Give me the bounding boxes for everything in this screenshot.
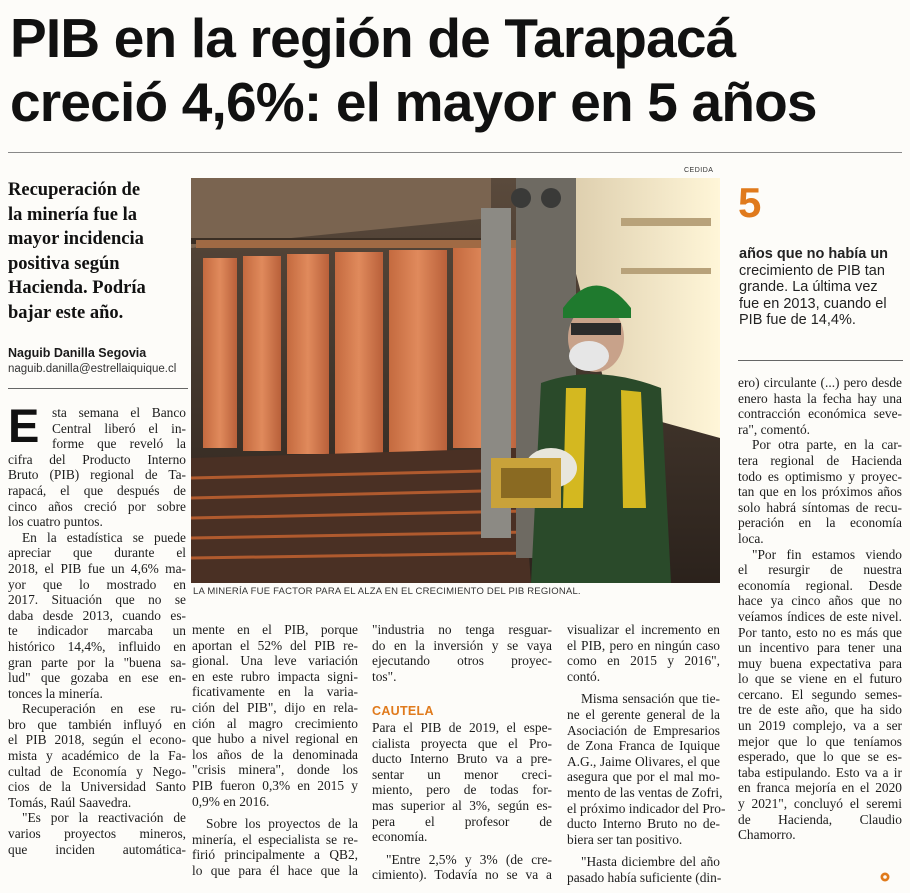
text-line: tan que en los próximos años xyxy=(738,484,902,500)
byline xyxy=(8,345,190,377)
text-line: tonces la minería. xyxy=(8,685,103,701)
body-column-5 xyxy=(738,375,902,843)
text-line: el PIB, pero en ningún caso xyxy=(567,637,720,653)
body-column-4 xyxy=(567,622,726,886)
photo-credit: CEDIDA xyxy=(684,167,714,174)
stat-description xyxy=(739,246,909,329)
stat-line: PIB fue de 14,4%. xyxy=(739,312,856,328)
text-line: contó. xyxy=(567,668,601,684)
headline xyxy=(10,6,900,134)
text-line: economía. xyxy=(372,829,428,845)
text-line: bro que también influyó en xyxy=(8,716,186,732)
text-line: cifra del Producto Interno xyxy=(8,451,186,467)
text-line: mejor que lo que teníamos xyxy=(738,733,902,749)
stat-line-lead: años que no había un xyxy=(739,246,889,262)
stat-line xyxy=(739,246,909,263)
stat-line: crecimiento de PIB tan xyxy=(739,262,885,279)
text-line: "crisis minera", donde los xyxy=(192,762,358,778)
text-line: tre de este año, que ha sido xyxy=(738,702,902,718)
text-line: lud" que gozaba en ese en- xyxy=(8,670,186,686)
text-line: cercano. El segundo semes- xyxy=(738,686,902,702)
author-name: Naguib Danilla Segovia xyxy=(8,346,147,360)
text-line: gional. Una leve variación xyxy=(192,653,358,669)
headline-line-1: PIB en la región de Tarapacá xyxy=(10,7,736,69)
text-line: pera el profesor de xyxy=(372,813,552,829)
text-line: minería, el especialista se re- xyxy=(192,831,358,847)
text-line: de Zona Franca de Iquique xyxy=(567,738,720,754)
text-line: economía regional. Desde xyxy=(738,577,902,593)
text-line: PIB fueron 0,3% en 2015 y xyxy=(192,777,358,793)
text-line: hace ya cinco años que no xyxy=(738,593,902,609)
text-line: que inciden automática- xyxy=(8,841,186,857)
text-line: Tomás, Raúl Saavedra. xyxy=(8,794,132,810)
text-line: ero) circulante (...) pero desde xyxy=(738,375,902,390)
text-line: de Hacienda, Claudio xyxy=(738,811,902,827)
text-line: los cuatro puntos. xyxy=(8,514,103,530)
text-line: ejecutando otros proyec- xyxy=(372,653,552,669)
text-line: apreciar que durante el xyxy=(8,545,186,561)
text-line: cultad de Economía y Nego- xyxy=(8,763,186,779)
end-of-article-icon xyxy=(880,872,890,882)
text-line: cios de la Universidad Santo xyxy=(8,779,186,795)
text-line: "industria no tenga resguar- xyxy=(372,622,552,637)
text-line: mista y académico de la Fa- xyxy=(8,748,186,764)
body-column-3-bottom xyxy=(372,720,552,883)
stat-line: fue en 2013, cuando el xyxy=(739,295,887,312)
mining-photo-illustration xyxy=(191,178,720,583)
text-line: "Hasta diciembre del año xyxy=(581,854,720,870)
text-line: en este rubro impacta signi- xyxy=(192,668,358,684)
text-line: Asociación de Empresarios xyxy=(567,722,720,738)
text-line: aportan el 52% del PIB re- xyxy=(192,637,358,653)
photo-caption: LA MINERÍA FUE FACTOR PARA EL ALZA EN EL CRECIMIENTO DEL PIB REGIONAL. xyxy=(193,586,581,597)
text-line: "Por fin estamos viendo xyxy=(752,546,902,562)
text-line: muy buena expectativa para xyxy=(738,655,902,671)
byline-divider xyxy=(8,388,188,389)
deck-line: positiva según xyxy=(8,253,120,274)
text-line: visualizar el incremento en xyxy=(567,622,720,637)
text-line: el resurgir de nuestra xyxy=(738,562,902,578)
text-line: ción al magro crecimiento xyxy=(192,715,358,731)
text-line: "Entre 2,5% y 3% (de cre- xyxy=(386,851,552,867)
text-line: el PIB 2018, según el econo- xyxy=(8,732,186,748)
text-line: miento, pero de todas for- xyxy=(372,782,552,798)
text-line: tos". xyxy=(372,668,397,684)
text-line: los años de la denominada xyxy=(192,746,358,762)
text-line: lo que para él hace que la xyxy=(192,862,358,878)
mining-photo xyxy=(191,178,720,583)
text-line: el próximo indicador del Pro- xyxy=(567,800,726,816)
text-line: 2018, el PIB fue un 4,6% ma- xyxy=(8,560,186,576)
text-line: contracción económica seve- xyxy=(738,406,902,422)
text-line: tera regional de Hacienda xyxy=(738,452,902,468)
deck-line: la minería fue la xyxy=(8,204,137,225)
text-line: te indicador marcaba un xyxy=(8,623,186,639)
text-line: taba estipulando. Esto va a ir xyxy=(738,764,902,780)
headline-divider xyxy=(8,152,902,153)
text-line: yor que lo mostrado en xyxy=(8,576,186,592)
text-line: 0,9% en 2016. xyxy=(192,793,270,809)
text-line: lo que se viene en el futuro xyxy=(738,671,902,687)
text-line: varios proyectos mineros, xyxy=(8,826,186,842)
text-line: Misma sensación que tie- xyxy=(581,691,720,707)
deck xyxy=(8,178,188,325)
text-line: peración en la economía xyxy=(738,515,902,531)
text-line: biera ser tan positivo. xyxy=(567,831,683,847)
text-line: mente en el PIB, porque xyxy=(192,622,358,637)
body-column-3-top xyxy=(372,622,552,684)
text-line: en franca mejoría en el 2020 xyxy=(738,780,902,796)
stat-line: grande. La última vez xyxy=(739,279,878,295)
drop-cap: E xyxy=(8,399,40,452)
text-line: sentar un menor creci- xyxy=(372,766,552,782)
text-line: firió principalmente a QB2, xyxy=(192,847,358,863)
stat-number: 5 xyxy=(738,179,762,226)
deck-line: Recuperación de xyxy=(8,180,141,200)
text-line: Recuperación en ese ru- xyxy=(22,701,186,717)
subhead-cautela: CAUTELA xyxy=(372,704,434,718)
text-line: cialista proyecta que el Pro- xyxy=(372,735,552,751)
text-line: todo es optimismo y proyec- xyxy=(738,468,902,484)
text-line: 2017. Situación que no se xyxy=(8,592,186,608)
text-line: Por tanto, esto no es más que xyxy=(738,624,902,640)
text-line: ra", comentó. xyxy=(738,421,811,437)
text-line: A.G., Jaime Olivares, el que xyxy=(567,753,720,769)
body-column-2 xyxy=(192,622,358,879)
text-line: daba desde 2013, cuando es- xyxy=(8,607,186,623)
text-line: ficativamente en la varia- xyxy=(192,684,358,700)
text-line: esperado, que lo que se es- xyxy=(738,749,902,765)
text-line: ción del PIB", dijo en rela- xyxy=(192,699,358,715)
text-line: En la estadística se puede xyxy=(22,529,186,545)
text-line: "Es por la reactivación de xyxy=(22,810,186,826)
text-line: loca. xyxy=(738,530,764,546)
body-column-1 xyxy=(8,399,186,857)
text-line: sta semana el Banco xyxy=(52,405,186,420)
text-line: solo habrá síntomas de recu- xyxy=(738,499,902,515)
text-line: un 2019 complejo, va a ser xyxy=(738,718,902,734)
deck-line: bajar este año. xyxy=(8,302,124,323)
deck-line: mayor incidencia xyxy=(8,229,144,249)
text-line: cinco años creció por sobre xyxy=(8,498,186,514)
text-line: enero hasta la fecha hay una xyxy=(738,390,902,406)
text-line: asegura que por el mal mo- xyxy=(567,769,720,785)
text-line: Por otra parte, en la car- xyxy=(752,437,902,453)
headline-line-2: creció 4,6%: el mayor en 5 años xyxy=(10,71,817,133)
text-line: ducto Interno Bruto no de- xyxy=(567,816,720,832)
text-line: Bruto (PIB) regional de Ta- xyxy=(8,467,186,483)
text-line: do en la inversión y se vaya xyxy=(372,637,552,653)
text-line: como en 2015 y 2016", xyxy=(567,653,720,669)
text-line: Sobre los proyectos de la xyxy=(206,816,358,832)
text-line: mas superior al 3%, según es- xyxy=(372,797,552,813)
text-line: ne el gerente general de la xyxy=(567,706,720,722)
text-line: ducto Interno Bruto va a pre- xyxy=(372,751,552,767)
stat-divider xyxy=(738,360,903,361)
text-line: gran parte por la "buena sa- xyxy=(8,654,186,670)
deck-line: Hacienda. Podría xyxy=(8,278,146,298)
text-line: Para el PIB de 2019, el espe- xyxy=(372,720,552,735)
text-line: cimiento). Todavía no se va a xyxy=(372,867,552,883)
text-line: Central liberó el in- xyxy=(52,420,186,436)
text-line: rapacá, el que después de xyxy=(8,482,186,498)
text-line: veíamos índices de este nivel. xyxy=(738,608,902,624)
text-line: mento de las ventas de Zofri, xyxy=(567,784,723,800)
text-line: que hubo a nivel regional en xyxy=(192,731,358,747)
text-line: forme que reveló la xyxy=(52,436,186,452)
author-email: naguib.danilla@estrellaiquique.cl xyxy=(8,363,177,375)
text-line: y 2021", concluyó el seremi xyxy=(738,796,902,812)
text-line: histórico 14,4%, influido en xyxy=(8,638,186,654)
text-line: Chamorro. xyxy=(738,827,796,843)
text-line: un incentivo para tener una xyxy=(738,640,902,656)
text-line: pasado había suficiente (din- xyxy=(567,869,722,885)
